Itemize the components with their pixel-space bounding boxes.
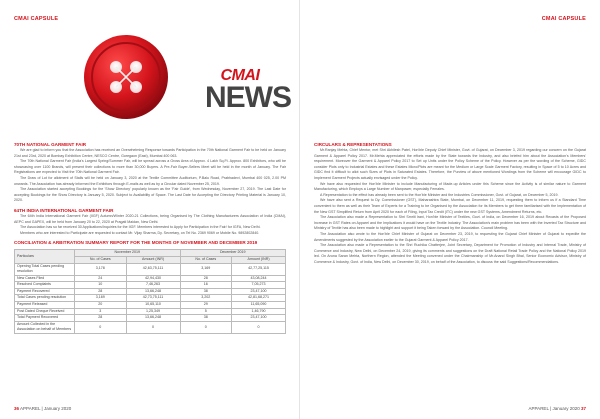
row-label: Payment Recovered: [15, 288, 75, 295]
nov-amount-cell: 42,73,75,111: [126, 295, 180, 302]
dec-cases-cell: 38: [180, 315, 232, 322]
dec-cases-cell: 5: [180, 308, 232, 315]
row-label: Total Payment Recovered: [15, 315, 75, 322]
page-number: 37: [580, 406, 586, 411]
nov-cases-cell: 24: [75, 275, 127, 282]
right-article-column: [314, 142, 586, 265]
dec-cases-cell: 3,202: [180, 295, 232, 302]
section-tag: CMAI CAPSULE: [14, 16, 59, 22]
dec-amount-cell: 42,81,68,271: [232, 295, 286, 302]
paragraph: The Draw of Lot for allotment of Stalls will be held on January 3, 2020 at the Textile Committee Auditorium, P.Balu Road, Prabhadevi, Mumbai 400 025, 2.00 PM onwards. The Association has already informed the Exhibitors through E-mails as well as by a Circular dated November 25, 2019.: [14, 175, 286, 186]
dec-cases-cell: 38: [180, 288, 232, 295]
table-row: [15, 308, 286, 315]
col-december: December 2019: [180, 250, 286, 257]
heading-garment-fair: 70TH NATIONAL GARMENT FAIR: [14, 142, 87, 147]
row-label: Amount Collected in the Association on behalf of Members: [15, 321, 75, 333]
table-row: [15, 282, 286, 289]
table-row: [15, 295, 286, 302]
row-label: Post Dated Cheque Received: [15, 308, 75, 315]
nov-cases-cell: 3,178: [75, 263, 127, 275]
row-label: Total Cases pending resolution: [15, 295, 75, 302]
sub-amount: Amount (INR): [126, 256, 180, 263]
arbitration-table: [14, 249, 286, 334]
left-article-column: [14, 142, 286, 334]
paragraph: The Association started accepting Bookings for the 'Show Directory' popularly known as the 'Fair Guide', from Wednesday, November 27, 2019. The Last Date for accepting Bookings for the Show Directory is January 5, 2020. Subject to Availability of Space. The Last Date for Accepting the Directory Printing Material is January 10, 2020.: [14, 187, 286, 203]
page-footer-right: [529, 406, 586, 411]
paragraph: We are glad to inform you that the Association has received an Overwhelming Response towards Participation in the 70th National Garment Fair to be held on January 21st and 23rd, 2020 at Bombay Exhibition Centre, NESCO Centre, Goregaon (East), Mumbai 400 063.: [14, 148, 286, 158]
paragraph: We have also sent a Request to Dy. Commissioner (GST), Maharashtra State, Mumbai, on December 11, 2019, requesting them to inform us if a Standard Time convenient to them as well as their Team of Experts for a Training to be Organised by the Association for its Members to get them familiarised with the Implementation of the New GST Simplified Return from April 2020 for each of Filing, Input Tax Credit (ITC) under the new GST Systems, Amendment Returns, etc.: [314, 198, 586, 214]
heading-arbitration: CONCILIATION & ARBITRATION SUMMARY REPORT FOR THE MONTHS OF NOVEMBER AND DECEMBER 2019: [14, 240, 258, 246]
dec-amount-cell: 7,05,273: [232, 282, 286, 289]
dec-amount-cell: 23,47,100: [232, 315, 286, 322]
dec-amount-cell: 43,08,244: [232, 275, 286, 282]
dec-cases-cell: 3,169: [180, 263, 232, 275]
nov-cases-cell: 20: [75, 302, 127, 309]
table-row: [15, 315, 286, 322]
table-row: [15, 275, 286, 282]
nov-amount-cell: 10,65,110: [126, 302, 180, 309]
row-label: Opening Total Cases pending resolution: [15, 263, 75, 275]
dec-amount-cell: 1,46,790: [232, 308, 286, 315]
nov-amount-cell: 42,94,430: [126, 275, 180, 282]
col-particulars: Particulars: [15, 250, 75, 263]
nov-amount-cell: 42,63,75,111: [126, 263, 180, 275]
page-number: 36: [14, 406, 20, 411]
nov-amount-cell: 13,66,248: [126, 288, 180, 295]
nov-amount-cell: 7,46,263: [126, 282, 180, 289]
paragraph: A Representation to the effect has already been sent to the Hon'ble Minister and the Industries Commissioner, Govt. of Gujarat, on December 5, 2019.: [320, 192, 559, 197]
dec-cases-cell: 0: [180, 321, 232, 333]
heading-circulars: CIRCULARS & REPRESENTATIONS: [314, 142, 392, 147]
dec-cases-cell: 28: [180, 275, 232, 282]
table-body: [15, 263, 286, 334]
dec-amount-cell: 42,77,25,115: [232, 263, 286, 275]
paragraph: The Association also made a Representation to the Shri Ruchika Chatterjee, Joint Secretary, Department for Promotion of Industry and Internal Trade, Ministry of Commerce and Industry, New Delhi, on December 24, 2019, giving its comments and suggestions on the Draft National Retail Trade Policy and the National Policy 2019 led. On Aruna Saran Mehta, Northern Region, attended the Meeting convened under the Chairmanship of Mr.Anand Singh Bhal, Senior Economic Advisor, Ministry of Commerce & Industry, Govt. of India, New Delhi, on December 30, 2019, on behalf of the Association, to discuss the said Suggestions/Recommendations.: [314, 243, 586, 264]
paragraph: The 64th India International Garment Fair (IIGF) Autumn/Winter 2020-21 Collections, being Organised by The Clothing Manufacturers Association of India (CMAI), AEPC and GAPEX, will be held from January 20 to 22, 2020 at Pragati Maidan, New Delhi.: [14, 213, 286, 224]
col-november: November 2019: [75, 250, 181, 257]
footer-text: APPAREL | January 2020: [528, 406, 580, 411]
row-label: Payment Released: [15, 302, 75, 309]
section-tag: CMAI CAPSULE: [541, 16, 586, 22]
paragraph: The 70th National Garment Fair (India's Largest Spring/Summer Fair, will be spread across a Gross Area of Approx. 4 Lakh Sq.Ft. Approx. 800 Exhibitors, who will be showcasing over 1100 Brands, will present their collections to more than 30,000 Buyers. A Pre-Fair Buyer-Sellers Meet will be held in the month of January. The Fair Registrations are expected to Visit the 70th National Garment Fair.: [14, 159, 286, 175]
nov-cases-cell: 28: [75, 288, 127, 295]
nov-cases-cell: 0: [75, 321, 127, 333]
sub-amount: Amount (INR): [232, 256, 286, 263]
nov-cases-cell: 3,169: [75, 295, 127, 302]
logo-cmai: CMAI: [220, 67, 260, 84]
dec-amount-cell: 0: [232, 321, 286, 333]
table-row: [15, 288, 286, 295]
nov-cases-cell: 28: [75, 315, 127, 322]
sub-cases: No. of Cases: [75, 256, 127, 263]
nov-amount-cell: 13,66,248: [126, 315, 180, 322]
row-label: New Cases Filed: [15, 275, 75, 282]
footer-text: APPAREL | January 2020: [20, 406, 72, 411]
nov-amount-cell: 0: [126, 321, 180, 333]
paragraph: The Association also made a Representation to Shri Smriti Irani, Hon'ble Minister of Textiles, Govt. of India, on December 16, 2019 about Recasts of the Proposed Increase in GST Rates on Apparel and the Implications it would have on the Textile Industry. The Association's main problem has been with the Inverted Tax Structure and Ministry of Textile has also been made to highlight and support it being Taken forward by the Association. Council Meeting.: [314, 215, 586, 231]
paragraph: We have also requested the Hon'ble Minister to include Manufacturing of Made-up Articles under this Scheme since the Activity is of similar nature to Garment Manufacturing, which Employs a Large Number of Manpower, especially Females.: [314, 181, 586, 192]
paragraph: Members who are interested to Participate are requested to contact Mr. Vijay Sharma, Dy. Secretary, on Tel No. 2369 9069 or Mobile No. 9892802840.: [20, 230, 260, 235]
cmai-news-logo: [205, 67, 291, 114]
right-page: [300, 0, 600, 419]
dec-amount-cell: 23,47,100: [232, 288, 286, 295]
dec-amount-cell: 11,65,090: [232, 302, 286, 309]
row-label: Resolved Complaints: [15, 282, 75, 289]
nov-amount-cell: 1,25,349: [126, 308, 180, 315]
logo-news: NEWS: [205, 81, 291, 114]
dec-cases-cell: 16: [180, 282, 232, 289]
paragraph: Mr.Ranjay Mehta, Chief Mentor, met Shri Akhilesh Patel, Hon'ble Deputy Chief Minister, Govt. of Gujarat, on December 3, 2019 regarding our concern on the Gujarat Garment & Apparel Policy 2017. Mr.Mehta appreciated the efforts made by the State towards the Industry, and also briefed him about the Association's Members' requirement. Moreover the Garment & Apparel Policy 2017 to Set up Units under the Policy Scheme of the Policy. However as per the wording of the Scheme, GIDC consider Plots only to Industrial Estates and these Estates Micro/Plots are meant for the Medium or Large Scale Garment Factory, resulting in Space of 5 to 10 Acres and GIDC find it difficult to allot such Sizes of Plots in Saturated Estates. Therefore, the Purview of above mentioned Wordings from the Scheme will encourage GIDC to Implement Garment Projects actually envisaged under the Policy.: [314, 148, 586, 180]
nov-cases-cell: 10: [75, 282, 127, 289]
heading-iigf: 64TH INDIA INTERNATIONAL GARMENT FAIR: [14, 207, 114, 213]
red-button-graphic: [76, 27, 176, 127]
paragraph: The Association has so far received 30 Applications/Inquiries for the IIGF. Members interested to Apply for Participation in the Fair/ for IGFA, New Delhi.: [20, 225, 261, 230]
paragraph: The Association also wrote to the Hon'ble Chief Minister of Gujarat on December 23, 2019, to requesting the Gujarat Chief Minister of Gujarat to expedite the Amendments suggested by the Association earlier to the Gujarat Garment & Apparel Policy 2017.: [314, 231, 586, 242]
dec-cases-cell: 29: [180, 302, 232, 309]
sub-cases: No. of Cases: [180, 256, 232, 263]
page-footer-left: [14, 406, 71, 411]
table-row: [15, 321, 286, 333]
nov-cases-cell: 3: [75, 308, 127, 315]
table-row: [15, 302, 286, 309]
table-row: [15, 263, 286, 275]
